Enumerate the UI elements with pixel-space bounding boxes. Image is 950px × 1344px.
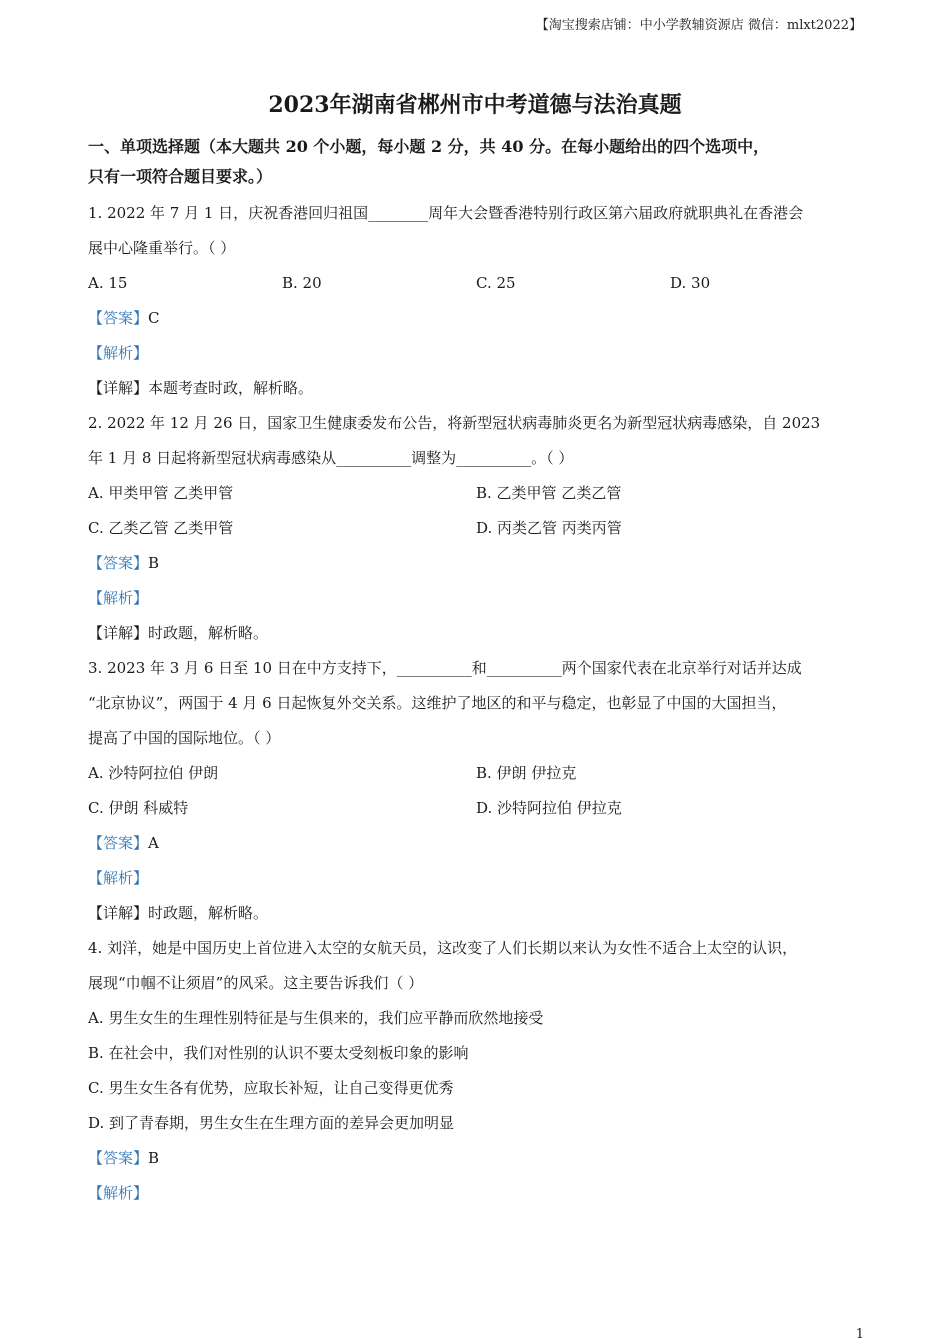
analysis-label: 【解析】 xyxy=(88,344,149,362)
question-stem: 展中心隆重举行。（ ） xyxy=(88,239,236,257)
section-heading-line: 只有一项符合题目要求。） xyxy=(88,167,273,186)
options-row xyxy=(88,476,868,511)
question-stem: 3. 2023 年 3 月 6 日至 10 日在中方支持下，__________和__________两个国家代表在北京举行对话并达成 xyxy=(88,659,802,677)
answer-label: 【答案】 xyxy=(88,309,149,327)
option-a: A. 甲类甲管 乙类甲管 xyxy=(88,484,234,502)
question-1 xyxy=(88,196,868,406)
options-row xyxy=(88,266,868,301)
detail-text: 本题考查时政，解析略。 xyxy=(148,379,314,397)
answer-line xyxy=(88,826,868,861)
option-c: C. 25 xyxy=(476,274,516,292)
detail-label: 【详解】 xyxy=(88,904,149,922)
detail-label: 【详解】 xyxy=(88,379,149,397)
question-4 xyxy=(88,931,868,1211)
option-c: C. 伊朗 科威特 xyxy=(88,799,189,817)
question-stem: 展现“巾帼不让须眉”的风采。这主要告诉我们（ ） xyxy=(88,974,424,992)
document-body xyxy=(88,132,868,1211)
option-b: B. 伊朗 伊拉克 xyxy=(476,764,577,782)
analysis-line xyxy=(88,336,868,371)
question-2 xyxy=(88,406,868,651)
analysis-line xyxy=(88,861,868,896)
section-heading-line: 一、单项选择题（本大题共 20 个小题，每小题 2 分，共 40 分。在每小题给出的四个选项中， xyxy=(88,137,770,156)
options-row xyxy=(88,791,868,826)
question-stem: 1. 2022 年 7 月 1 日，庆祝香港回归祖国________周年大会暨香港特别行政区第六届政府就职典礼在香港会 xyxy=(88,204,804,222)
detail-line xyxy=(88,371,868,406)
answer-line xyxy=(88,301,868,336)
section-heading xyxy=(88,132,868,192)
detail-label: 【详解】 xyxy=(88,624,149,642)
answer-value: B xyxy=(148,1149,160,1167)
analysis-label: 【解析】 xyxy=(88,589,149,607)
answer-value: B xyxy=(148,554,160,572)
header-note: 【淘宝搜索店铺：中小学教辅资源店 微信：mlxt2022】 xyxy=(535,18,862,33)
question-stem: 2. 2022 年 12 月 26 日，国家卫生健康委发布公告，将新型冠状病毒肺炎更名为新型冠状病毒感染，自 2023 xyxy=(88,414,821,432)
options-row xyxy=(88,511,868,546)
question-stem: 提高了中国的国际地位。（ ） xyxy=(88,729,281,747)
analysis-label: 【解析】 xyxy=(88,1184,149,1202)
option-b: B. 乙类甲管 乙类乙管 xyxy=(476,484,622,502)
page-title: 2023年湖南省郴州市中考道德与法治真题 xyxy=(268,92,682,118)
detail-line xyxy=(88,616,868,651)
option-a: A. 男生女生的生理性别特征是与生俱来的，我们应平静而欣然地接受 xyxy=(88,1009,544,1027)
answer-value: A xyxy=(148,834,159,852)
answer-label: 【答案】 xyxy=(88,554,149,572)
answer-label: 【答案】 xyxy=(88,1149,149,1167)
detail-line xyxy=(88,896,868,931)
option-b: B. 在社会中，我们对性别的认识不要太受刻板印象的影响 xyxy=(88,1044,469,1062)
option-d: D. 30 xyxy=(670,274,711,292)
question-stem: 4. 刘洋，她是中国历史上首位进入太空的女航天员，这改变了人们长期以来认为女性不适合上太空的认识， xyxy=(88,939,798,957)
analysis-line xyxy=(88,581,868,616)
answer-line xyxy=(88,1141,868,1176)
option-d: D. 丙类乙管 丙类丙管 xyxy=(476,519,622,537)
analysis-line xyxy=(88,1176,868,1211)
option-d: D. 到了青春期，男生女生在生理方面的差异会更加明显 xyxy=(88,1114,455,1132)
question-3 xyxy=(88,651,868,931)
option-a: A. 15 xyxy=(88,274,128,292)
detail-text: 时政题，解析略。 xyxy=(148,624,269,642)
answer-value: C xyxy=(148,309,160,327)
answer-line xyxy=(88,546,868,581)
page-number: 1 xyxy=(855,1327,864,1342)
option-d: D. 沙特阿拉伯 伊拉克 xyxy=(476,799,622,817)
option-b: B. 20 xyxy=(282,274,322,292)
option-c: C. 男生女生各有优势，应取长补短，让自己变得更优秀 xyxy=(88,1079,454,1097)
analysis-label: 【解析】 xyxy=(88,869,149,887)
option-a: A. 沙特阿拉伯 伊朗 xyxy=(88,764,219,782)
detail-text: 时政题，解析略。 xyxy=(148,904,269,922)
question-stem: 年 1 月 8 日起将新型冠状病毒感染从__________调整为__________。（ ） xyxy=(88,449,574,467)
answer-label: 【答案】 xyxy=(88,834,149,852)
question-stem: “北京协议”，两国于 4 月 6 日起恢复外交关系。这维护了地区的和平与稳定，也彰显了中国的大国担当， xyxy=(88,694,787,712)
option-c: C. 乙类乙管 乙类甲管 xyxy=(88,519,234,537)
options-row xyxy=(88,756,868,791)
